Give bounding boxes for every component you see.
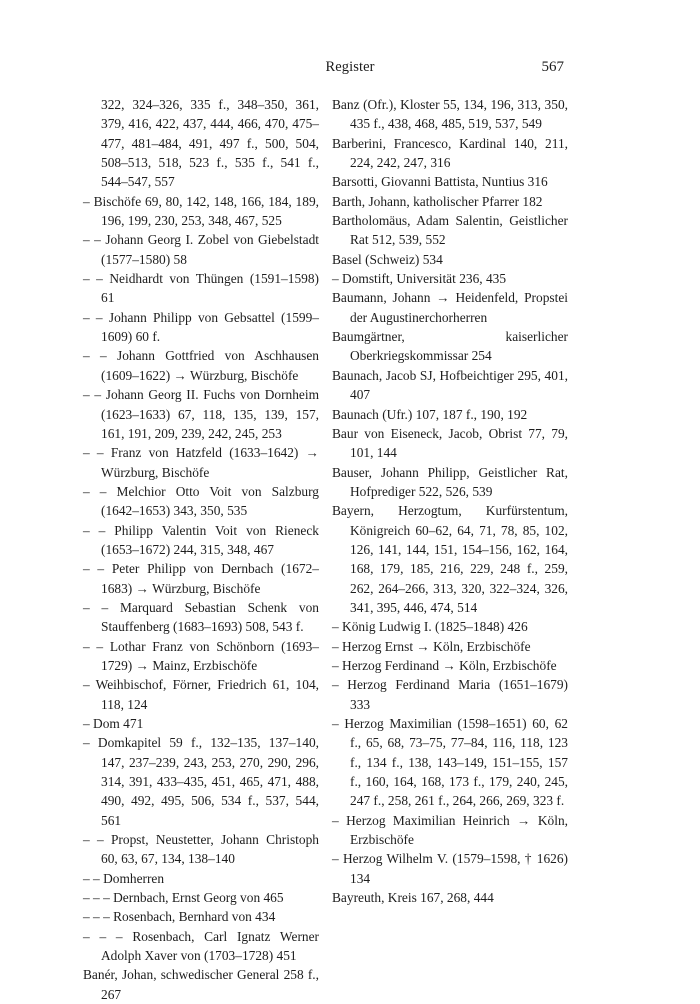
index-entry: – Domkapitel 59 f., 132–135, 137–140, 147, 237–239, 243, 253, 270, 290, 296, 314, 391, 433–435, 451, 465, 471, 488, 490, 492, 495, 506, 534 f., 537, 544, 561	[83, 735, 319, 828]
index-entry: – König Ludwig I. (1825–1848) 426	[332, 619, 528, 635]
index-entry: – – Propst, Neustetter, Johann Christoph 60, 63, 67, 134, 138–140	[83, 832, 319, 867]
index-entry: Baunach, Jacob SJ, Hofbeichtiger 295, 401, 407	[332, 367, 568, 403]
index-entry: – – – Rosenbach, Carl Ignatz Werner Adolph Xaver von (1703–1728) 451	[83, 928, 319, 964]
index-entry: Baur von Eiseneck, Jacob, Obrist 77, 79, 101, 144	[332, 425, 568, 461]
index-entry: – – Domherren	[83, 870, 165, 886]
page-header	[0, 59, 700, 81]
index-entry: – Herzog Maximilian (1598–1651) 60, 62 f., 65, 68, 73–75, 77–84, 116, 118, 123 f., 134 f., 138, 143–149, 151–155, 157 f., 160, 164, 168, 173 f., 179, 240, 245, 247 f., 258, 261 f., 264, 266, 269, 323 f.	[332, 716, 568, 809]
index-entry: Barsotti, Giovanni Battista, Nuntius 316	[332, 174, 548, 190]
index-entry: – Dom 471	[83, 716, 144, 731]
index-entry: – Herzog Wilhelm V. (1579–1598, † 1626) 134	[332, 851, 568, 886]
index-entry: – Weihbischof, Förner, Friedrich 61, 104, 118, 124	[83, 677, 319, 712]
index-column-right	[332, 95, 568, 907]
index-entry: Bayreuth, Kreis 167, 268, 444	[332, 890, 494, 906]
index-entry: 322, 324–326, 335 f., 348–350, 361, 379, 416, 422, 437, 444, 466, 470, 475–477, 481–484, 491, 497 f., 500, 504, 508–513, 518, 523 f., 535 f., 541 f., 544–547, 557	[101, 97, 319, 190]
index-entry: – – – Dernbach, Ernst Georg von 465	[83, 890, 284, 906]
index-entry: Barth, Johann, katholischer Pfarrer 182	[332, 193, 543, 209]
index-entry: Basel (Schweiz) 534	[332, 251, 443, 267]
index-entry: – – Melchior Otto Voit von Salzburg (1642–1653) 343, 350, 535	[83, 483, 319, 519]
index-entry: – Herzog Ferdinand → Köln, Erzbischöfe	[332, 657, 557, 673]
index-entry: – – Peter Philipp von Dernbach (1672–1683) → Würzburg, Bischöfe	[83, 561, 319, 596]
index-entry: – – Philipp Valentin Voit von Rieneck (1653–1672) 244, 315, 348, 467	[83, 522, 319, 557]
index-entry: – – Johann Philipp von Gebsattel (1599–1609) 60 f.	[83, 309, 319, 345]
running-title: Register	[325, 59, 375, 75]
index-entry: – Herzog Ferdinand Maria (1651–1679) 333	[332, 677, 568, 712]
index-entry: Barberini, Francesco, Kardinal 140, 211, 224, 242, 247, 316	[332, 135, 568, 171]
index-entry: Banz (Ofr.), Kloster 55, 134, 196, 313, 350, 435 f., 438, 468, 485, 519, 537, 549	[332, 97, 568, 132]
index-entry: – Herzog Ernst → Köln, Erzbischöfe	[332, 638, 531, 654]
index-entry: – Domstift, Universität 236, 435	[332, 271, 507, 287]
index-entry: Banér, Johan, schwedischer General 258 f., 267	[83, 967, 319, 1002]
index-entry: – – Johann Gottfried von Aschhausen (1609–1622) → Würzburg, Bischöfe	[83, 348, 319, 383]
index-entry: Baumgärtner, kaiserlicher Oberkriegskommissar 254	[332, 329, 568, 364]
index-entry: – – Lothar Franz von Schönborn (1693–1729) → Mainz, Erzbischöfe	[83, 638, 319, 673]
index-column-left	[83, 95, 319, 1004]
page-number: 567	[541, 59, 564, 75]
index-entry: Baunach (Ufr.) 107, 187 f., 190, 192	[332, 406, 528, 422]
index-entry: – – Johann Georg I. Zobel von Giebelstadt (1577–1580) 58	[83, 232, 319, 267]
index-entry: – Herzog Maximilian Heinrich → Köln, Erzbischöfe	[332, 812, 568, 848]
index-entry: – – – Rosenbach, Bernhard von 434	[83, 909, 276, 925]
index-entry: – Bischöfe 69, 80, 142, 148, 166, 184, 189, 196, 199, 230, 253, 348, 467, 525	[83, 193, 319, 229]
index-entry: Baumann, Johann → Heidenfeld, Propstei der Augustinerchorherren	[332, 290, 568, 325]
index-entry: Bayern, Herzogtum, Kurfürstentum, Königreich 60–62, 64, 71, 78, 85, 102, 126, 141, 144, 151, 154–156, 162, 164, 168, 179, 185, 216, 229, 248 f., 259, 262, 264–266, 313, 320, 322–324, 326, 341, 395, 446, 474, 514	[332, 503, 568, 615]
index-entry: Bauser, Johann Philipp, Geistlicher Rat, Hofprediger 522, 526, 539	[332, 464, 568, 499]
index-entry: Bartholomäus, Adam Salentin, Geistlicher Rat 512, 539, 552	[332, 213, 568, 248]
index-entry: – – Marquard Sebastian Schenk von Stauffenberg (1683–1693) 508, 543 f.	[83, 599, 319, 635]
index-entry: – – Franz von Hatzfeld (1633–1642) → Würzburg, Bischöfe	[83, 445, 319, 480]
index-entry: – – Neidhardt von Thüngen (1591–1598) 61	[83, 271, 319, 306]
index-entry: – – Johann Georg II. Fuchs von Dornheim (1623–1633) 67, 118, 135, 139, 157, 161, 191, 209, 239, 242, 245, 253	[83, 387, 319, 441]
